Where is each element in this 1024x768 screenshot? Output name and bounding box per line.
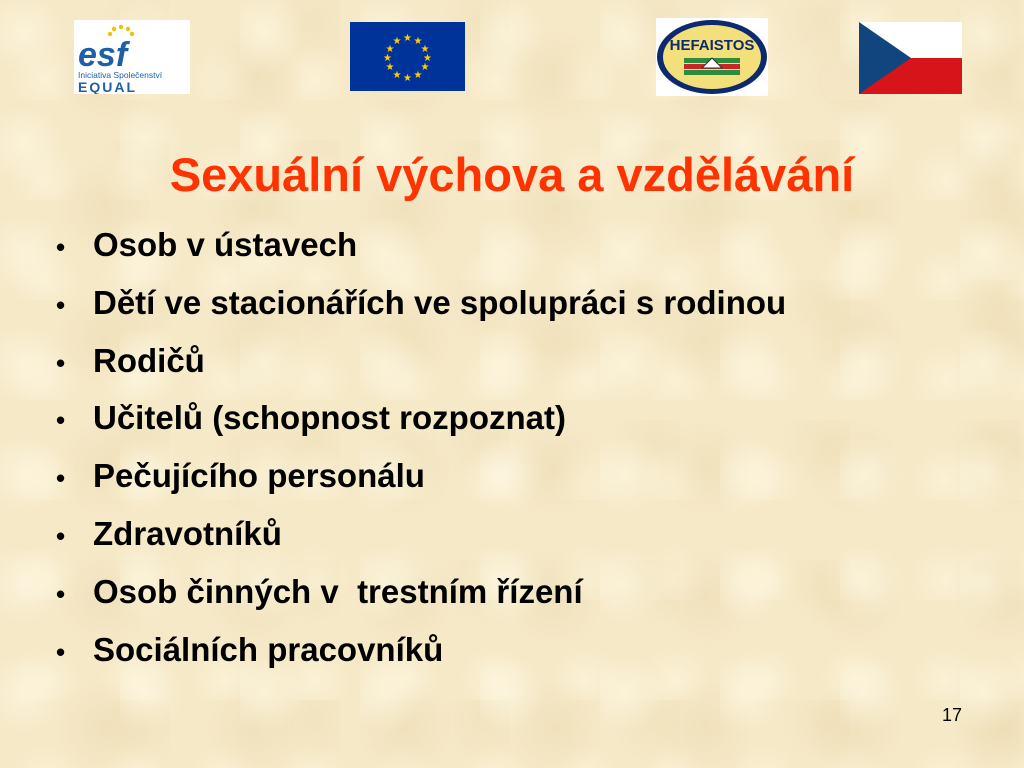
svg-text:★: ★	[420, 62, 430, 73]
bullet-item	[56, 342, 786, 400]
svg-text:★: ★	[420, 44, 430, 55]
bullet-item	[56, 515, 786, 573]
bullet-text: Osob v ústavech	[93, 226, 358, 263]
hefaistos-logo	[656, 18, 768, 96]
bullet-text: Učitelů (schopnost rozpoznat)	[93, 399, 566, 437]
equal-wordmark: EQUAL	[78, 79, 137, 94]
bullet-item	[56, 399, 786, 457]
hefaistos-wordmark: HEFAISTOS	[669, 37, 755, 54]
svg-text:★: ★	[385, 62, 395, 73]
bullet-dot: •	[56, 463, 66, 494]
svg-text:★: ★	[392, 70, 402, 81]
svg-text:★: ★	[403, 73, 412, 84]
czech-flag-icon	[859, 22, 962, 94]
bullet-item	[56, 631, 786, 689]
page-number: 17	[941, 705, 962, 725]
esf-wordmark: esf	[78, 36, 128, 74]
bullet-dot: •	[56, 636, 66, 667]
bullet-list	[56, 226, 786, 688]
bullet-text: Osob činných v trestním řízení	[93, 572, 583, 610]
bullet-dot: •	[56, 347, 66, 378]
bullet-text: Sociálních pracovníků	[93, 630, 444, 668]
svg-text:★: ★	[383, 53, 392, 64]
bullet-item	[56, 284, 786, 342]
svg-text:★: ★	[413, 70, 423, 81]
bullet-dot: •	[56, 289, 66, 320]
bullet-item	[56, 457, 786, 515]
svg-text:★: ★	[413, 36, 423, 47]
svg-text:★: ★	[403, 33, 412, 44]
bullet-dot: •	[56, 578, 66, 609]
slide-title: Sexuální výchova a vzdělávání	[169, 148, 855, 201]
bullet-dot: •	[56, 520, 66, 551]
esf-stars-icon	[108, 25, 134, 36]
svg-text:★: ★	[392, 36, 402, 47]
bullet-text: Rodičů	[93, 341, 205, 379]
bullet-text: Dětí ve stacionářích ve spolupráci s rodinou	[93, 283, 787, 321]
bullet-item	[56, 226, 786, 284]
eu-flag-icon	[350, 22, 465, 91]
bullet-text: Zdravotníků	[93, 514, 282, 552]
bullet-text: Pečujícího personálu	[93, 457, 425, 495]
bullet-dot: •	[56, 405, 66, 436]
bullet-dot: •	[56, 232, 66, 262]
esf-subtitle: Iniciativa Společenství	[78, 70, 163, 80]
esf-equal-logo	[74, 20, 190, 94]
svg-text:★: ★	[385, 44, 395, 55]
svg-text:★: ★	[423, 53, 432, 64]
bullet-item	[56, 573, 786, 631]
